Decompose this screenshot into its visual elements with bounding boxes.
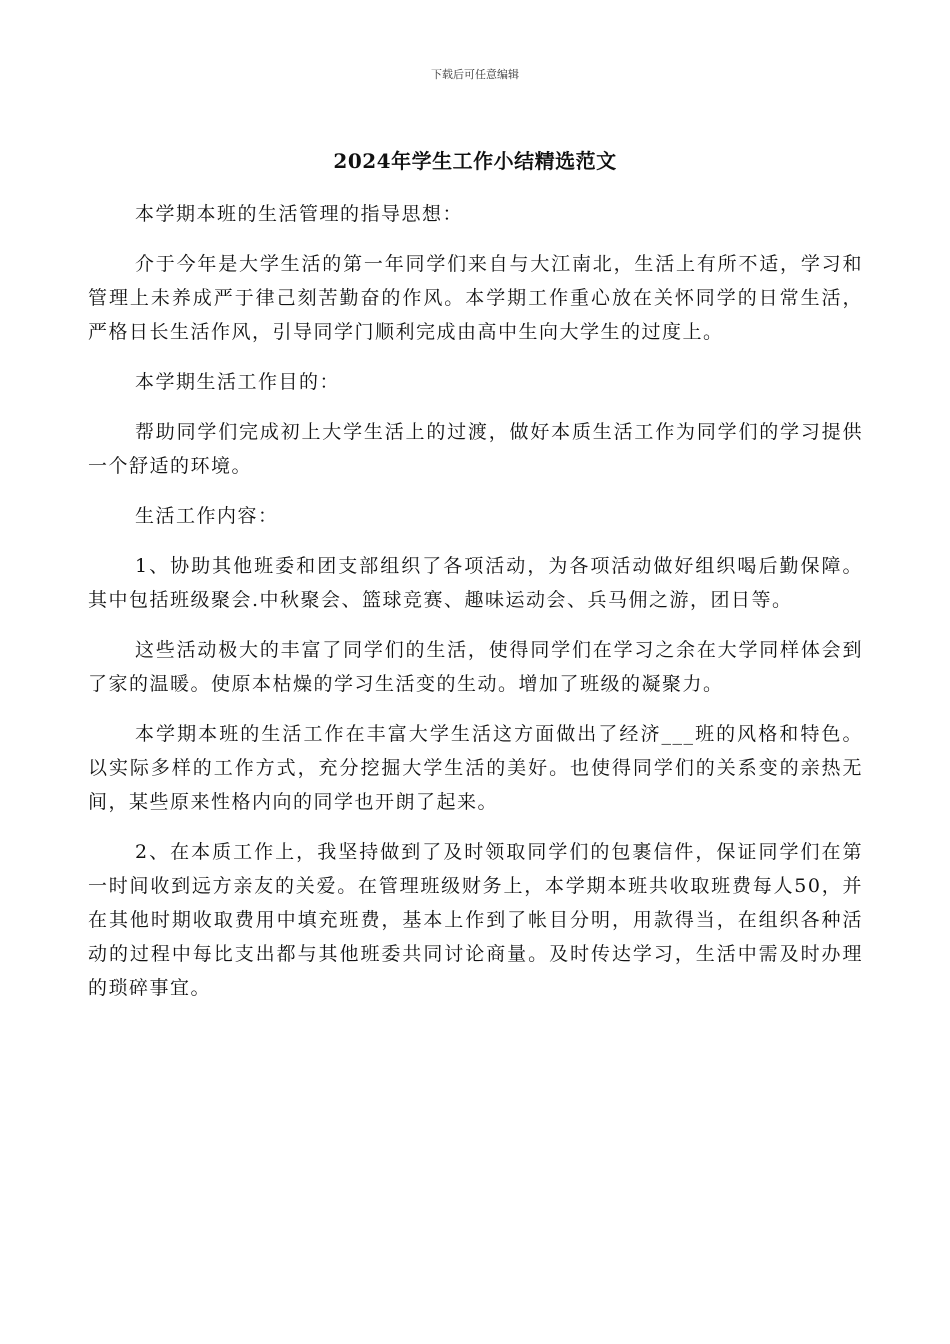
paragraph-content-heading: 生活工作内容： <box>135 505 279 527</box>
paragraph-guiding-ideology: 介于今年是大学生活的第一年同学们来自与大江南北，生活上有所不适，学习和管理上未养成严于律己刻苦勤奋的作风。本学期工作重心放在关怀同学的日常生活，严格日长生活作风，引导同学门顺利完成由高中生向大学生的过度上。 <box>88 253 863 343</box>
paragraph-guiding-ideology-heading: 本学期本班的生活管理的指导思想： <box>135 203 464 225</box>
document-title: 2024年学生工作小结精选范文 <box>333 149 617 173</box>
header-note: 下载后可任意编辑 <box>431 68 519 81</box>
paragraph-item-1: 1、协助其他班委和团支部组织了各项活动，为各项活动做好组织喝后勤保障。其中包括班级聚会.中秋聚会、篮球竞赛、趣味运动会、兵马佣之游，团日等。 <box>88 555 863 611</box>
paragraph-goal-heading: 本学期生活工作目的： <box>135 371 341 393</box>
paragraph-goal: 帮助同学们完成初上大学生活上的过渡，做好本质生活工作为同学们的学习提供一个舒适的环境。 <box>88 421 863 477</box>
paragraph-item-2: 2、在本质工作上，我坚持做到了及时领取同学们的包裹信件，保证同学们在第一时间收到远方亲友的关爱。在管理班级财务上，本学期本班共收取班费每人50，并在其他时期收取费用中填充班费，基本上作到了帐目分明，用款得当，在组织各种活动的过程中每比支出都与其他班委共同讨论商量。及时传达学习，生活中需及时办理的琐碎事宜。 <box>88 841 863 999</box>
document-body <box>88 197 863 1021</box>
paragraph-activities-effect: 这些活动极大的丰富了同学们的生活，使得同学们在学习之余在大学同样体会到了家的温暖。使原本枯燥的学习生活变的生动。增加了班级的凝聚力。 <box>88 639 863 695</box>
paragraph-class-style: 本学期本班的生活工作在丰富大学生活这方面做出了经济___班的风格和特色。以实际多样的工作方式，充分挖掘大学生活的美好。也使得同学们的关系变的亲热无间，某些原来性格内向的同学也开朗了起来。 <box>88 723 863 813</box>
